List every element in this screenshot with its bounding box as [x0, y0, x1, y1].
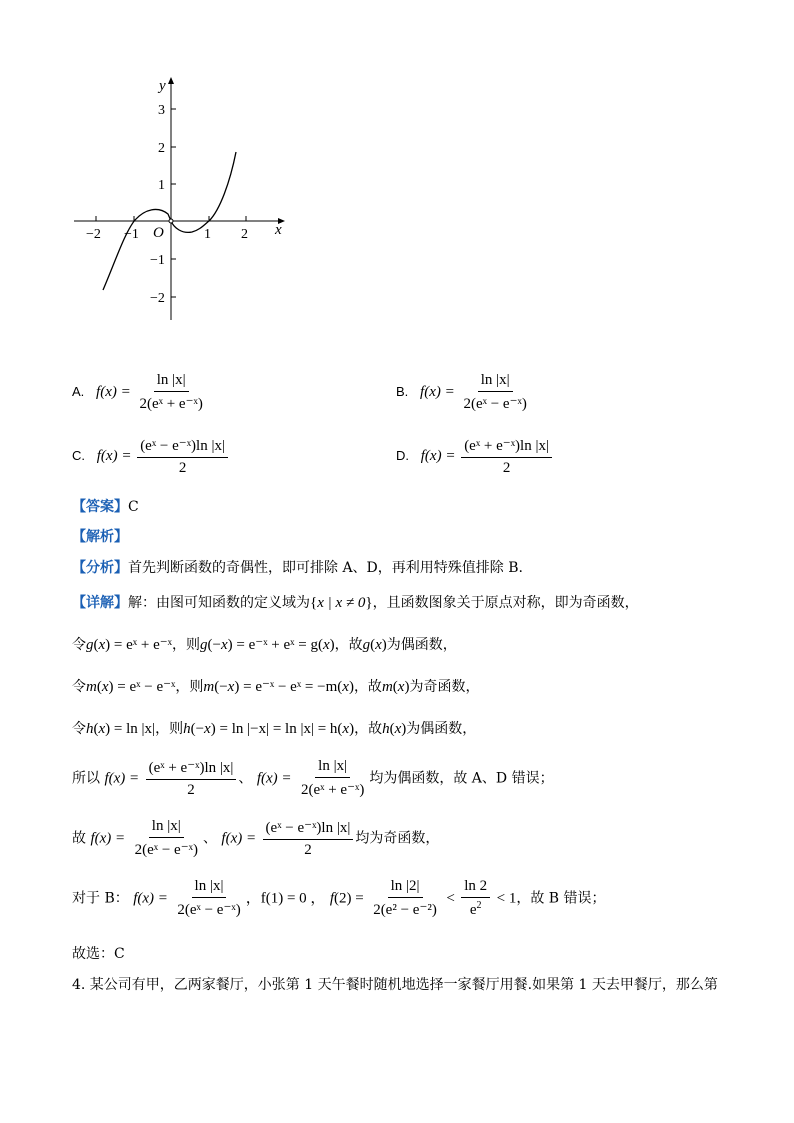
option-a-label: A. — [72, 383, 85, 399]
line-m: 令m(x) = eˣ − e⁻ˣ，则m(−x) = e⁻ˣ − eˣ = −m(x)，故m(x)为奇函数， — [72, 679, 480, 695]
choose-line: 故选：C — [72, 946, 125, 962]
option-a: A. f(x) = $\frac{\ln |x|}{\text{2(eˣ + e⁻ˣ)}}$ — [72, 372, 203, 412]
answer-line — [72, 496, 139, 516]
y-tick-3: 3 — [158, 103, 165, 118]
fenxi-line: 【分析】首先判断函数的奇偶性，即可排除 A、D，再利用特殊值排除 B. — [72, 560, 523, 576]
analysis-tag: 【解析】 — [72, 529, 128, 545]
answer-tag: 【答案】 — [72, 499, 128, 515]
next-question: 4. 某公司有甲，乙两家餐厅，小张第 1 天午餐时随机地选择一家餐厅用餐.如果第 1 天去甲餐厅，那么第 — [72, 977, 718, 993]
option-b-label: B. — [396, 383, 409, 399]
y-tick-neg2: −2 — [150, 291, 165, 306]
line-so: 所以 f(x) = $\frac{\text{(eˣ + e⁻ˣ)ln |x|}}{2}$ 、 f(x) = $\frac{\ln |x|}{\text{2(eˣ + e⁻ˣ)}}$ 均为偶函数，故 A、D 错误； — [72, 758, 554, 798]
y-tick-neg1: −1 — [150, 253, 165, 268]
function-graph — [70, 72, 300, 324]
line-g: 令g(x) = eˣ + e⁻ˣ，则g(−x) = e⁻ˣ + eˣ = g(x)，故g(x)为偶函数， — [72, 637, 457, 653]
x-tick-neg2: −2 — [86, 227, 101, 242]
x-axis-label: x — [275, 222, 282, 238]
x-tick-neg1: −1 — [124, 227, 139, 242]
x-tick-1: 1 — [204, 227, 211, 242]
analysis-tag-line — [72, 526, 128, 546]
y-tick-2: 2 — [158, 141, 165, 156]
option-d: D. f(x) = $\frac{\text{(eˣ + e⁻ˣ)ln |x|}}{2}$ — [396, 436, 554, 477]
line-h: 令h(x) = ln |x|，则h(−x) = ln |−x| = ln |x| = h(x)，故h(x)为偶函数， — [72, 721, 477, 737]
y-tick-1: 1 — [158, 178, 165, 193]
answer-value: C — [128, 499, 139, 515]
option-c: C. f(x) = $\frac{\text{(eˣ − e⁻ˣ)ln |x|}}{2}$ — [72, 436, 230, 477]
option-c-label: C. — [72, 447, 85, 463]
y-axis-label: y — [159, 78, 166, 94]
x-tick-2: 2 — [241, 227, 248, 242]
option-b: B. f(x) = $\frac{\ln |x|}{\text{2(eˣ − e⁻ˣ)}}$ — [396, 372, 527, 412]
option-d-label: D. — [396, 447, 409, 463]
origin-label: O — [153, 225, 164, 241]
line-b: 对于 B： f(x) = $\frac{\ln |x|}{\text{2(eˣ − e⁻ˣ)}}$ ，f(1) = 0 ， f(2) = $\frac{\ln |2|}{\text{2(e² − e⁻²)}}$ < $\frac{\ln 2}{e^2}$ < 1，故 B 错误； — [72, 878, 606, 918]
line-gu: 故 f(x) = $\frac{\ln |x|}{\text{2(eˣ − e⁻ˣ)}}$ 、 f(x) = $\frac{\text{(eˣ − e⁻ˣ)ln |x|}}{2}$ 均为奇函数， — [72, 818, 440, 858]
xiangjie-line: 【详解】解：由图可知函数的定义域为{x | x ≠ 0}，且函数图象关于原点对称，即为奇函数， — [72, 595, 639, 611]
